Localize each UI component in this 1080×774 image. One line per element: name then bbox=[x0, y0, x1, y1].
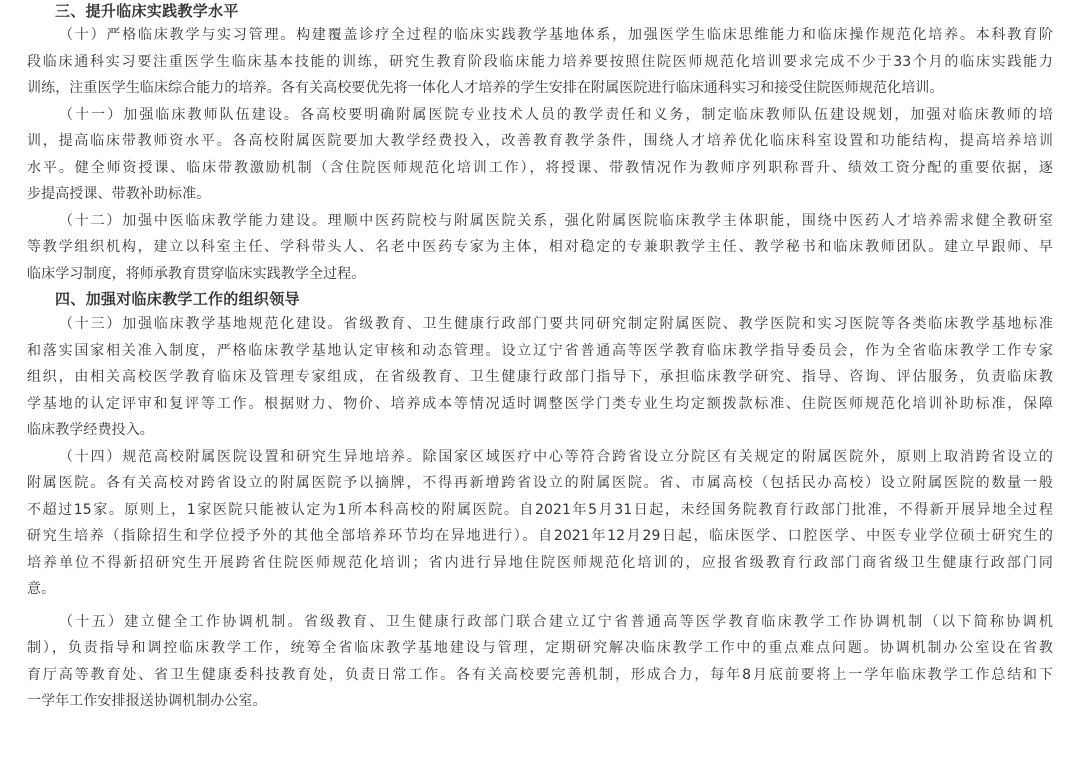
paragraph-line: 训练，注重医学生临床综合能力的培养。各有关高校要优先将一体化人才培养的学生安排在附属医院进行临床通科实习和接受住院医师规范化培训。 bbox=[27, 80, 944, 96]
paragraph-line: 学基地的认定评审和复评等工作。根据财力、物价、培养成本等情况适时调整医学门类专业生均定额拨款标准、住院医师规范化培训补助标准，保障 bbox=[27, 395, 1053, 412]
paragraph-line: （十五）建立健全工作协调机制。省级教育、卫生健康行政部门联合建立辽宁省普通高等医学教育临床教学工作协调机制（以下简称协调机 bbox=[59, 613, 1053, 630]
paragraph-15 bbox=[27, 609, 1053, 715]
section-heading-3: 三、提升临床实践教学水平 bbox=[55, 2, 239, 20]
paragraph-line: （十三）加强临床教学基地规范化建设。省级教育、卫生健康行政部门要共同研究制定附属医院、教学医院和实习医院等各类临床教学基地标准 bbox=[59, 316, 1053, 332]
paragraph-13 bbox=[27, 311, 1053, 444]
paragraph-line: 段临床通科实习要注重医学生临床基本技能的训练，研究生教育阶段临床能力培养要按照住院医师规范化培训要求完成不少于33个月的临床实践能力 bbox=[27, 53, 1053, 70]
paragraph-14 bbox=[27, 444, 1053, 603]
paragraph-line: 育厅高等教育处、省卫生健康委科技教育处，负责日常工作。各有关高校要完善机制，形成合力，每年8月底前要将上一学年临床教学工作总结和下 bbox=[27, 666, 1053, 683]
paragraph-line: 一学年工作安排报送协调机制办公室。 bbox=[27, 693, 267, 709]
paragraph-line: 水平。健全师资授课、临床带教激励机制（含住院医师规范化培训工作），将授课、带教情况作为教师序列职称晋升、绩效工资分配的重要依据，逐 bbox=[27, 159, 1053, 176]
section-heading-4: 四、加强对临床教学工作的组织领导 bbox=[55, 290, 300, 308]
paragraph-line: 和落实国家相关准入制度，严格临床教学基地认定审核和动态管理。设立辽宁省普通高等医学教育临床教学指导委员会，作为全省临床教学工作专家 bbox=[27, 342, 1053, 359]
paragraph-10 bbox=[27, 22, 1053, 102]
paragraph-line: （十二）加强中医临床教学能力建设。理顺中医药院校与附属医院关系，强化附属医院临床教学主体职能，围绕中医药人才培养需求健全教研室 bbox=[59, 212, 1053, 229]
paragraph-line: 临床学习制度，将师承教育贯穿临床实践教学全过程。 bbox=[27, 265, 366, 282]
paragraph-line: 等教学组织机构，建立以科室主任、学科带头人、名老中医药专家为主体，相对稳定的专兼职教学主任、教学秘书和临床教师团队。建立早跟师、早 bbox=[27, 239, 1053, 255]
paragraph-line: 制），负责指导和调控临床教学工作，统筹全省临床教学基地建设与管理，定期研究解决临床教学工作中的重点难点问题。协调机制办公室设在省教 bbox=[27, 640, 1053, 656]
paragraph-line: 培养单位不得新招研究生开展跨省住院医师规范化培训；省内进行异地住院医师规范化培训的，应报省级教育行政部门商省级卫生健康行政部门同 bbox=[27, 554, 1053, 571]
paragraph-line: 组织，由相关高校医学教育临床及管理专家组成，在省级教育、卫生健康行政部门指导下，承担临床教学研究、指导、咨询、评估服务，负责临床教 bbox=[27, 369, 1053, 385]
paragraph-line: 训，提高临床带教师资水平。各高校附属医院要加大教学经费投入，改善教育教学条件，围绕人才培养优化临床科室设置和功能结构，提高培养培训 bbox=[27, 133, 1053, 149]
paragraph-line: 研究生培养（指除招生和学位授予外的其他全部培养环节均在异地进行）。自2021年12月29日起，临床医学、口腔医学、中医专业学位硕士研究生的 bbox=[27, 528, 1053, 544]
paragraph-line: （十四）规范高校附属医院设置和研究生异地培养。除国家区域医疗中心等符合跨省设立分院区有关规定的附属医院外，原则上取消跨省设立的 bbox=[59, 448, 1053, 465]
paragraph-line: 意。 bbox=[27, 581, 56, 597]
paragraph-line: 不超过15家。原则上，1家医院只能被认定为1所本科高校的附属医院。自2021年5月31日起，未经国务院教育行政部门批准，不得新开展异地全过程 bbox=[27, 501, 1053, 518]
paragraph-11 bbox=[27, 102, 1053, 208]
paragraph-line: 步提高授课、带教补助标准。 bbox=[27, 186, 211, 202]
paragraph-line: （十）严格临床教学与实习管理。构建覆盖诊疗全过程的临床实践教学基地体系，加强医学生临床思维能力和临床操作规范化培养。本科教育阶 bbox=[59, 27, 1053, 43]
paragraph-line: （十一）加强临床教师队伍建设。各高校要明确附属医院专业技术人员的教学责任和义务，制定临床教师队伍建设规划，加强对临床教师的培 bbox=[59, 106, 1053, 123]
paragraph-12 bbox=[27, 208, 1053, 288]
paragraph-line: 临床教学经费投入。 bbox=[27, 422, 154, 438]
paragraph-line: 附属医院。各有关高校对跨省设立的附属医院予以摘牌，不得再新增跨省设立的附属医院。省、市属高校（包括民办高校）设立附属医院的数量一般 bbox=[27, 475, 1053, 491]
